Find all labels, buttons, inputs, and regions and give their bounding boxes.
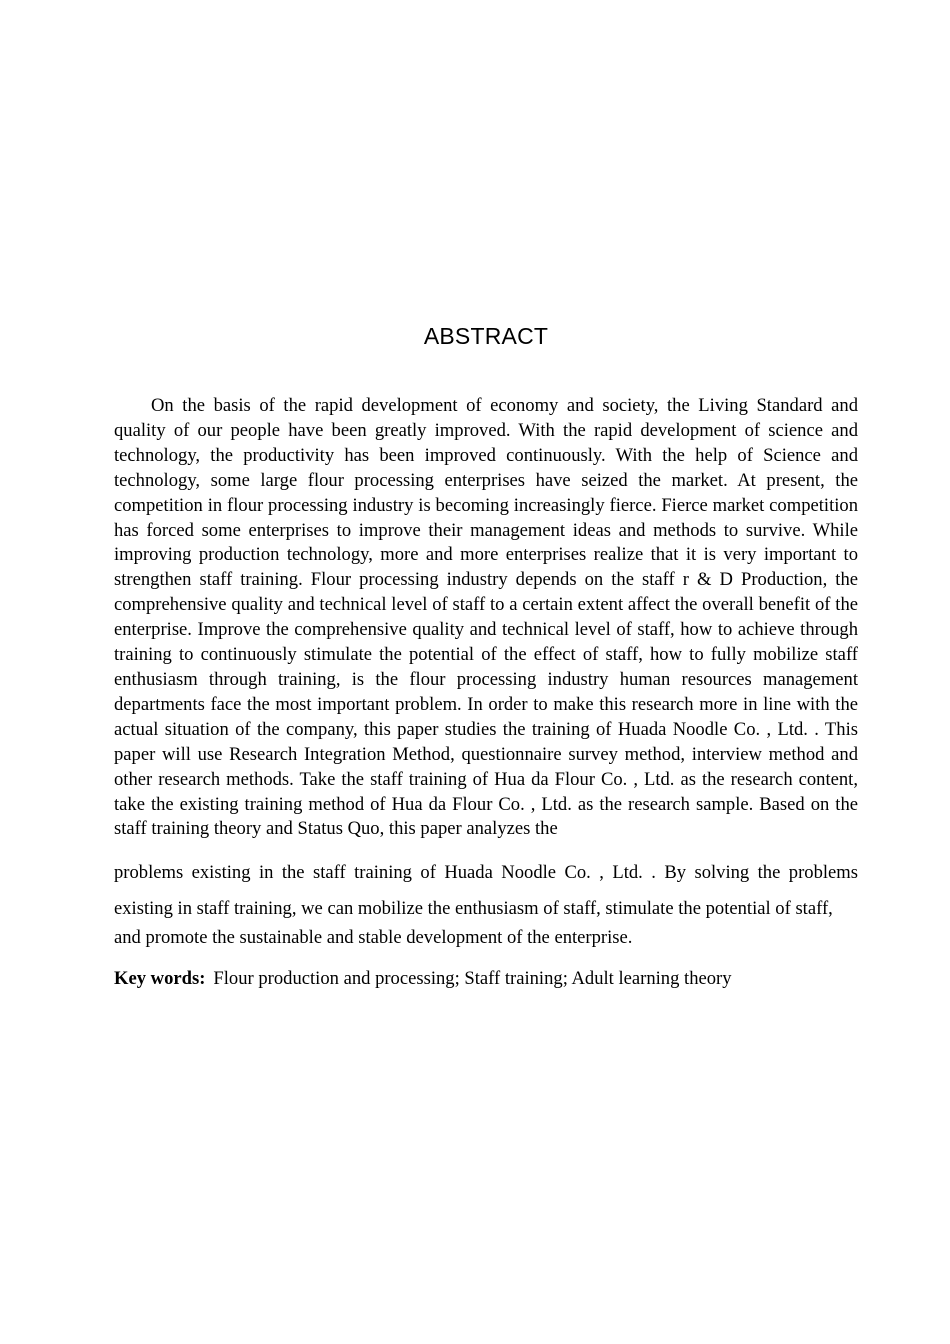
abstract-paragraph-continuation: [114, 855, 858, 951]
abstract-last-line: and promote the sustainable and stable development of the enterprise.: [114, 927, 633, 949]
abstract-paragraph: On the basis of the rapid development of economy and society, the Living Standard and quality of our people have been greatly improved. With the rapid development of science and technology, the productivity has been improved continuously. With the help of Science and technology, some large flour processing enterprises have seized the market. At present, the competition in flour processing industry is becoming increasingly fierce. Fierce market competition has forced some enterprises to improve their management ideas and methods to survive. While improving production technology, more and more enterprises realize that it is very important to strengthen staff training. Flour processing industry depends on the staff r & D Production, the comprehensive quality and technical level of staff to a certain extent affect the overall benefit of the enterprise. Improve the comprehensive quality and technical level of staff, how to achieve through training to continuously stimulate the potential of the effect of staff, how to fully mobilize staff enthusiasm through training, is the flour processing industry human resources management departments face the most important problem. In order to make this research more in line with the actual situation of the company, this paper studies the training of Huada Noodle Co. , Ltd. . This paper will use Research Integration Method, questionnaire survey method, interview method and other research methods. Take the staff training of Hua da Flour Co. , Ltd. as the research content, take the existing training method of Hua da Flour Co. , Ltd. as the research sample. Based on the staff training theory and Status Quo, this paper analyzes the: [114, 395, 858, 840]
keywords-label: Key words:: [114, 968, 206, 989]
abstract-continuation-text: problems existing in the staff training of Huada Noodle Co. , Ltd. . By solving the problems existing in staff training, we can mobilize the enthusiasm of staff, stimulate the potential of staff,: [114, 862, 858, 920]
keywords-value: Flour production and processing; Staff training; Adult learning theory: [213, 968, 732, 989]
abstract-body: [114, 394, 858, 951]
abstract-title: ABSTRACT: [423, 323, 549, 349]
keywords-line: [114, 967, 858, 991]
